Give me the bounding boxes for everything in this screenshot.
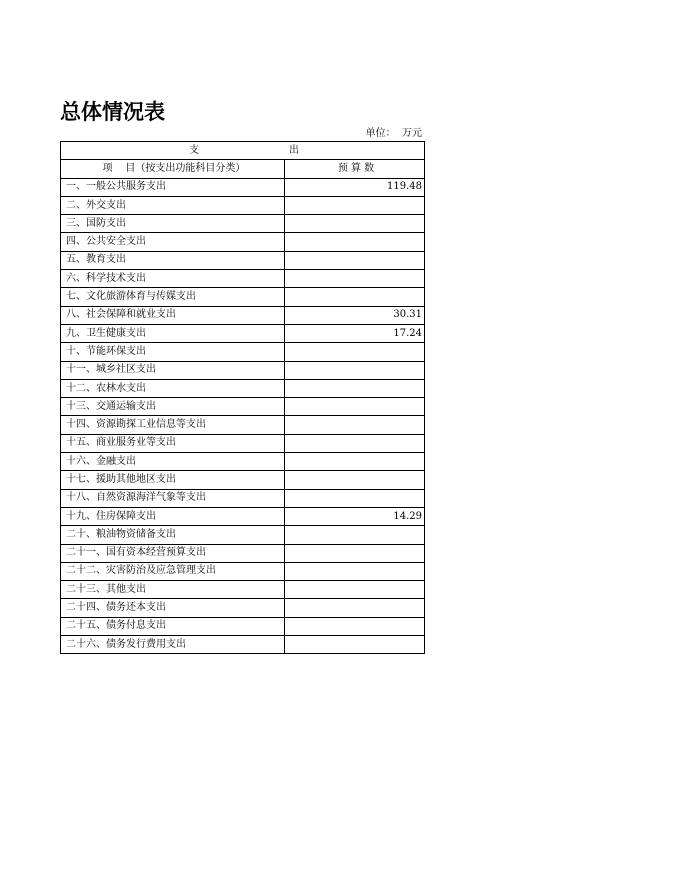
table-row bbox=[61, 581, 425, 599]
row-item-label: 十二、农林水支出 bbox=[61, 379, 285, 397]
row-amount: 17.24 bbox=[285, 324, 425, 342]
row-amount bbox=[285, 471, 425, 489]
expenditure-header bbox=[61, 142, 425, 160]
row-item-label: 二十三、其他支出 bbox=[61, 581, 285, 599]
row-item-label: 六、科学技术支出 bbox=[61, 270, 285, 288]
row-amount bbox=[285, 617, 425, 635]
row-amount bbox=[285, 599, 425, 617]
header-left-text: 支 bbox=[189, 144, 199, 156]
column-header-amount: 预 算 数 bbox=[285, 160, 425, 178]
row-amount bbox=[285, 270, 425, 288]
row-item-label: 二十六、债务发行费用支出 bbox=[61, 636, 285, 654]
row-amount: 30.31 bbox=[285, 306, 425, 324]
row-amount bbox=[285, 196, 425, 214]
row-item-label: 九、卫生健康支出 bbox=[61, 324, 285, 342]
table-row bbox=[61, 196, 425, 214]
row-amount bbox=[285, 544, 425, 562]
table-row bbox=[61, 544, 425, 562]
table-row bbox=[61, 233, 425, 251]
row-amount bbox=[285, 343, 425, 361]
row-amount bbox=[285, 215, 425, 233]
row-amount bbox=[285, 361, 425, 379]
table-row bbox=[61, 215, 425, 233]
table-row bbox=[61, 489, 425, 507]
row-item-label: 二十、粮油物资储备支出 bbox=[61, 526, 285, 544]
table-row bbox=[61, 507, 425, 525]
row-item-label: 十六、金融支出 bbox=[61, 453, 285, 471]
column-header-item: 项 目（按支出功能科目分类） bbox=[61, 160, 285, 178]
row-item-label: 八、社会保障和就业支出 bbox=[61, 306, 285, 324]
row-item-label: 四、公共安全支出 bbox=[61, 233, 285, 251]
row-amount bbox=[285, 636, 425, 654]
row-item-label: 五、教育支出 bbox=[61, 251, 285, 269]
row-item-label: 十一、城乡社区支出 bbox=[61, 361, 285, 379]
row-amount bbox=[285, 233, 425, 251]
row-amount bbox=[285, 489, 425, 507]
table-row bbox=[61, 270, 425, 288]
table-row bbox=[61, 471, 425, 489]
row-item-label: 二、外交支出 bbox=[61, 196, 285, 214]
row-item-label: 十八、自然资源海洋气象等支出 bbox=[61, 489, 285, 507]
row-item-label: 十五、商业服务业等支出 bbox=[61, 434, 285, 452]
table-row bbox=[61, 434, 425, 452]
table-header-row bbox=[61, 142, 425, 160]
row-amount bbox=[285, 526, 425, 544]
row-amount bbox=[285, 434, 425, 452]
table-row bbox=[61, 324, 425, 342]
row-item-label: 十、节能环保支出 bbox=[61, 343, 285, 361]
row-item-label: 二十一、国有资本经营预算支出 bbox=[61, 544, 285, 562]
row-amount bbox=[285, 288, 425, 306]
row-item-label: 十三、交通运输支出 bbox=[61, 398, 285, 416]
row-amount: 14.29 bbox=[285, 507, 425, 525]
row-amount bbox=[285, 379, 425, 397]
row-amount bbox=[285, 453, 425, 471]
table-row bbox=[61, 453, 425, 471]
row-item-label: 二十二、灾害防治及应急管理支出 bbox=[61, 562, 285, 580]
row-amount bbox=[285, 416, 425, 434]
row-item-label: 七、文化旅游体育与传媒支出 bbox=[61, 288, 285, 306]
row-amount bbox=[285, 398, 425, 416]
header-right-text: 出 bbox=[289, 144, 299, 156]
column-header-row bbox=[61, 160, 425, 178]
table-row bbox=[61, 526, 425, 544]
row-item-label: 二十五、债务付息支出 bbox=[61, 617, 285, 635]
row-item-label: 十七、援助其他地区支出 bbox=[61, 471, 285, 489]
row-item-label: 三、国防支出 bbox=[61, 215, 285, 233]
table-row bbox=[61, 306, 425, 324]
row-item-label: 二十四、债务还本支出 bbox=[61, 599, 285, 617]
page-title: 总体情况表 bbox=[60, 100, 165, 124]
row-item-label: 十九、住房保障支出 bbox=[61, 507, 285, 525]
row-item-label: 十四、资源勘探工业信息等支出 bbox=[61, 416, 285, 434]
row-amount: 119.48 bbox=[285, 178, 425, 196]
row-amount bbox=[285, 562, 425, 580]
budget-table bbox=[60, 141, 425, 654]
table-row bbox=[61, 361, 425, 379]
row-amount bbox=[285, 251, 425, 269]
table-row bbox=[61, 416, 425, 434]
table-row bbox=[61, 343, 425, 361]
table-row bbox=[61, 398, 425, 416]
table-row bbox=[61, 251, 425, 269]
table-row bbox=[61, 379, 425, 397]
row-item-label: 一、一般公共服务支出 bbox=[61, 178, 285, 196]
row-amount bbox=[285, 581, 425, 599]
table-row bbox=[61, 617, 425, 635]
table-row bbox=[61, 178, 425, 196]
table-row bbox=[61, 562, 425, 580]
table-row bbox=[61, 288, 425, 306]
table-row bbox=[61, 599, 425, 617]
unit-label: 单位： 万元 bbox=[365, 128, 422, 139]
table-row bbox=[61, 636, 425, 654]
